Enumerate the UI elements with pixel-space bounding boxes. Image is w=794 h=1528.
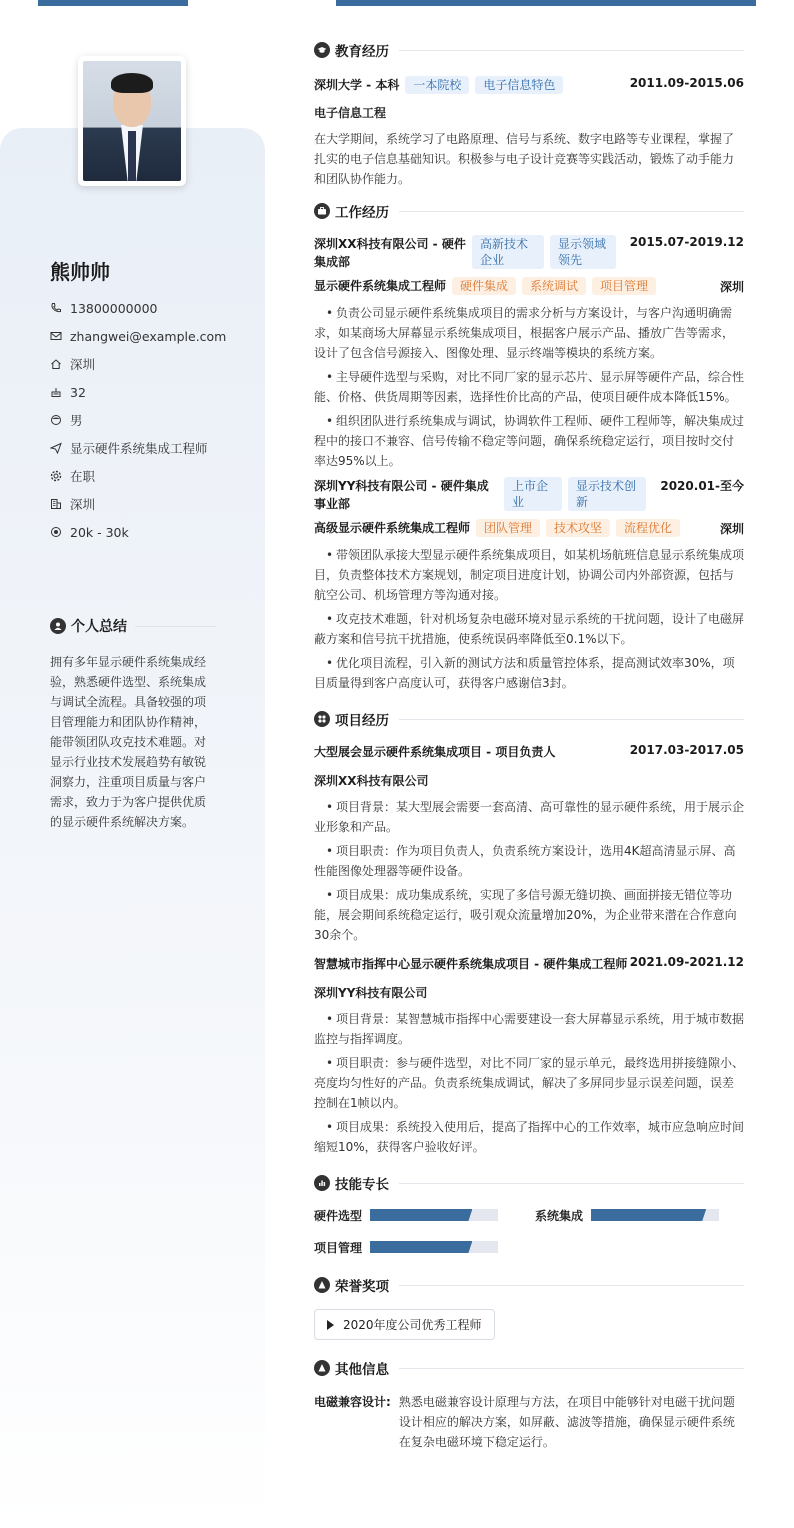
job-skill-tag: 系统调试 [522, 277, 586, 295]
info-email [50, 322, 250, 350]
job-tag: 高新技术企业 [472, 235, 544, 269]
project-1-head [314, 743, 744, 760]
info-salary [50, 518, 250, 546]
education-tag: 一本院校 [405, 76, 469, 94]
target-icon [50, 526, 62, 538]
work-title: 工作经历 [335, 205, 389, 221]
skill-item [314, 1205, 535, 1225]
skill-name: 系统集成 [535, 1208, 584, 1223]
skills-title: 技能专长 [335, 1177, 389, 1193]
graduation-cap-icon [314, 42, 330, 58]
summary-title: 个人总结 [71, 619, 127, 635]
education-title: 教育经历 [335, 44, 389, 60]
avatar [78, 56, 186, 186]
skill-bar-fill [370, 1241, 472, 1253]
job-company: 深圳YY科技有限公司 - 硬件集成事业部 [314, 479, 489, 511]
cake-icon [50, 386, 62, 398]
job-role: 高级显示硬件系统集成工程师 [314, 521, 471, 535]
list-item: • 项目职责：参与硬件选型，对比不同厂家的显示单元，最终选用拼接缝隙小、亮度均匀性好的产品。负责系统集成调试，解决了多屏同步显示误差问题，误差控制在1帧以内。 [314, 1053, 744, 1113]
education-date: 2011.09-2015.06 [629, 76, 744, 90]
education-desc: 在大学期间，系统学习了电路原理、信号与系统、数字电路等专业课程，掌握了扎实的电子信息基础知识。积极参与电子设计竞赛等实践活动，锻炼了动手能力和团队协作能力。 [314, 132, 735, 186]
skill-bar [591, 1209, 719, 1221]
other-item [314, 1392, 744, 1452]
position-text: 显示硬件系统集成工程师 [70, 441, 208, 456]
gear-icon [50, 470, 62, 482]
job-company: 深圳XX科技有限公司 - 硬件集成部 [314, 237, 466, 269]
building-icon [50, 498, 62, 510]
job-role: 显示硬件系统集成工程师 [314, 279, 447, 293]
job-1-head [314, 235, 744, 271]
phone-text: 13800000000 [70, 300, 158, 316]
project-2-head [314, 955, 744, 972]
top-accent-bar-right [336, 0, 756, 6]
list-item: • 负责公司显示硬件系统集成项目的需求分析与方案设计，与客户沟通明确需求，如某商场大屏幕显示系统集成项目，根据客户展示产品、播放广告等需求，设计了包含信号源接入、图像处理、显示终端等模块的系统方案。 [314, 303, 744, 363]
skill-bar [370, 1209, 498, 1221]
skills-row-2 [314, 1237, 744, 1257]
medal-icon [314, 1277, 330, 1293]
info-gender [50, 406, 250, 434]
email-text: zhangwei@example.com [70, 328, 227, 344]
target-city-text: 深圳 [70, 497, 96, 512]
other-title: 其他信息 [335, 1362, 389, 1378]
job-tag: 显示技术创新 [568, 477, 646, 511]
gender-icon [50, 414, 62, 426]
location-text: 深圳 [70, 357, 96, 372]
project-company: 深圳YY科技有限公司 [314, 986, 428, 1000]
job-skill-tag: 项目管理 [592, 277, 656, 295]
avatar-photo [83, 61, 181, 181]
project-company: 深圳XX科技有限公司 [314, 774, 429, 788]
awards-title: 荣誉奖项 [335, 1279, 389, 1295]
other-value: 熟悉电磁兼容设计原理与方法，在项目中能够针对电磁干扰问题设计相应的解决方案，如屏蔽、滤波等措施，确保显示硬件系统在复杂电磁环境下稳定运行。 [398, 1395, 735, 1449]
summary-text: 拥有多年显示硬件系统集成经验，熟悉硬件选型、系统集成与调试全流程。具备较强的项目管理能力和团队协作精神，能带领团队攻克技术难题。对显示行业技术发展趋势有敏锐洞察力，注重项目质量与客户需求，致力于为客户提供优质的显示硬件系统解决方案。 [50, 655, 207, 829]
job-city: 深圳 [719, 521, 744, 536]
list-item: • 组织团队进行系统集成与调试，协调软件工程师、硬件工程师等，解决集成过程中的接口不兼容、信号传输不稳定等问题，确保系统稳定运行，项目按时交付率达95%以上。 [314, 411, 744, 471]
info-target-city [50, 490, 250, 518]
play-icon [327, 1320, 334, 1330]
list-item: • 主导硬件选型与采购，对比不同厂家的显示芯片、显示屏等硬件产品，综合性能、价格、供货周期等因素，选择性价比高的产品，使项目硬件成本降低15%。 [314, 367, 744, 407]
school-name: 深圳大学 - 本科 [314, 78, 400, 92]
job-1-role-row [314, 277, 744, 295]
main-content [314, 38, 744, 1452]
status-text: 在职 [70, 469, 96, 484]
job-skill-tag: 团队管理 [476, 519, 540, 537]
mail-icon [50, 330, 62, 342]
skill-bar-fill [370, 1209, 472, 1221]
info-age [50, 378, 250, 406]
info-position [50, 434, 250, 462]
info-location [50, 350, 250, 378]
info-status [50, 462, 250, 490]
job-2-role-row [314, 519, 744, 537]
age-text: 32 [70, 384, 86, 400]
salary-text: 20k - 30k [70, 524, 129, 540]
bar-chart-icon [314, 1175, 330, 1191]
education-heading [314, 38, 744, 62]
skill-name: 项目管理 [314, 1240, 363, 1255]
phone-icon [50, 302, 62, 314]
education-tag: 电子信息特色 [475, 76, 563, 94]
job-skill-tag: 技术攻坚 [546, 519, 610, 537]
project-2-bullets [314, 1009, 744, 1157]
work-heading [314, 199, 744, 223]
project-name: 大型展会显示硬件系统集成项目 - 项目负责人 [314, 745, 556, 759]
contact-info-list [50, 294, 250, 546]
briefcase-icon [314, 203, 330, 219]
job-2-bullets [314, 545, 744, 693]
projects-title: 项目经历 [335, 713, 389, 729]
skill-name: 硬件选型 [314, 1208, 363, 1223]
summary-heading [50, 616, 216, 636]
skill-item [314, 1237, 498, 1257]
awards-list [314, 1309, 744, 1340]
list-item: • 项目职责：作为项目负责人，负责系统方案设计，选用4K超高清显示屏、高性能图像处理器等硬件设备。 [314, 841, 744, 881]
education-major: 电子信息工程 [314, 106, 387, 120]
job-skill-tag: 硬件集成 [452, 277, 516, 295]
job-skill-tag: 流程优化 [616, 519, 680, 537]
project-name: 智慧城市指挥中心显示硬件系统集成项目 - 硬件集成工程师 [314, 957, 628, 971]
list-item: • 项目背景：某智慧城市指挥中心需要建设一套大屏幕显示系统，用于城市数据监控与指挥调度。 [314, 1009, 744, 1049]
info-icon [314, 1360, 330, 1376]
list-item: • 项目成果：系统投入使用后，提高了指挥中心的工作效率，城市应急响应时间缩短10%，获得客户验收好评。 [314, 1117, 744, 1157]
other-key: 电磁兼容设计: [314, 1395, 391, 1409]
job-date: 2015.07-2019.12 [629, 235, 744, 249]
profile-name: 熊帅帅 [50, 260, 110, 284]
other-heading [314, 1356, 744, 1380]
award-item [314, 1309, 495, 1340]
skills-heading [314, 1171, 744, 1195]
list-item: • 项目背景：某大型展会需要一套高清、高可靠性的显示硬件系统，用于展示企业形象和产品。 [314, 797, 744, 837]
skill-item [535, 1205, 719, 1225]
info-phone [50, 294, 250, 322]
send-icon [50, 442, 62, 454]
skill-bar-fill [591, 1209, 706, 1221]
project-date: 2017.03-2017.05 [629, 743, 744, 757]
list-item: • 项目成果：成功集成系统，实现了多信号源无缝切换、画面拼接无错位等功能，展会期间系统稳定运行，吸引观众流量增加20%，为企业带来潜在合作意向30余个。 [314, 885, 744, 945]
education-entry-head [314, 76, 744, 94]
gender-text: 男 [70, 413, 83, 428]
job-1-bullets [314, 303, 744, 471]
skill-bar [370, 1241, 498, 1253]
top-accent-bar-left [38, 0, 188, 6]
list-item: • 优化项目流程，引入新的测试方法和质量管控体系，提高测试效率30%，项目质量得到客户高度认可，获得客户感谢信3封。 [314, 653, 744, 693]
job-tag: 上市企业 [504, 477, 562, 511]
list-item: • 攻克技术难题，针对机场复杂电磁环境对显示系统的干扰问题，设计了电磁屏蔽方案和信号抗干扰措施，使系统误码率降低至0.1%以下。 [314, 609, 744, 649]
award-text: 2020年度公司优秀工程师 [343, 1318, 482, 1332]
project-date: 2021.09-2021.12 [629, 955, 744, 969]
home-icon [50, 358, 62, 370]
job-date: 2020.01-至今 [660, 479, 744, 493]
projects-heading [314, 707, 744, 731]
user-icon [50, 618, 66, 634]
grid-icon [314, 711, 330, 727]
skills-row-1 [314, 1205, 744, 1225]
awards-heading [314, 1273, 744, 1297]
list-item: • 带领团队承接大型显示硬件系统集成项目，如某机场航班信息显示系统集成项目，负责整体技术方案规划，制定项目进度计划，协调公司内外部资源，包括与航空公司、机场管理方等沟通对接。 [314, 545, 744, 605]
job-2-head [314, 477, 744, 513]
project-1-bullets [314, 797, 744, 945]
job-city: 深圳 [719, 279, 744, 294]
job-tag: 显示领域领先 [550, 235, 616, 269]
